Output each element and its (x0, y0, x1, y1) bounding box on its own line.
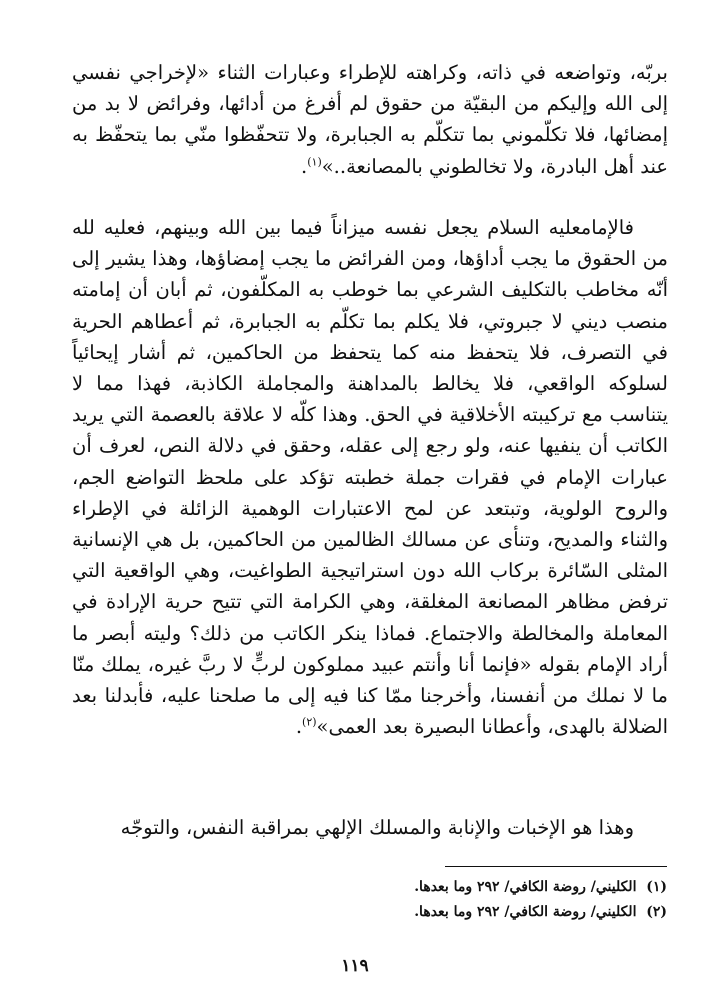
paragraph-2 (72, 212, 668, 742)
footnote-separator (445, 866, 667, 867)
footnote-ref-2[interactable]: (٢) (302, 715, 317, 729)
paragraph-3-text: وهذا هو الإخبات والإنابة والمسلك الإلهي بمراقبة النفس، والتوجّه (120, 816, 634, 839)
paragraph-2-text: فالإمامعليه السلام يجعل نفسه ميزاناً فيما بين الله وبينهم، فعليه لله من الحقوق ما يجب أداؤها، ومن الفرائض ما يجب إمضاؤها، وهذا يشير إلى أنّه مخاطب بالتكليف الشرعي بما خوطب به المكلّفون، ثم أبان أن إمامته منصب ديني لا جبروتي، فلا يكلم بما تكلّم به الجبابرة، ثم أعطاهم الحرية في التصرف، فلا يتحفظ منه كما يتحفظ من الحاكمين، ثم أشار إيحائياً لسلوكه الواقعي، فلا يخالط بالمداهنة والمجاملة الكاذبة، فهذا مما لا يتناسب مع تركيبته الأخلاقية في الحق. وهذا كلّه لا علاقة بالعصمة التي يريد الكاتب أن ينفيها عنه، ولو رجع إلى عقله، وحقق في دلالة النص، لعرف أن عبارات الإمام في فقرات جملة خطبته تؤكد على ملحظ التواضع الجم، والروح الولوية، وتبتعد عن لمح الاعتبارات الوهمية الزائلة في الإطراء والثناء والمديح، وتنأى عن مسالك الظالمين من الحاكمين، بل هي الإنسانية المثلى السّائرة بركاب الله دون استراتيجية الطواغيت، وهي الواقعية التي ترفض مظاهر المصانعة المغلقة، وهي الكرامة التي تتيح حرية الإرادة في المعاملة والمخالطة والاجتماع. فماذا ينكر الكاتب من ذلك؟ وليته أبصر ما أراد الإمام بقوله «فإنما أنا وأنتم عبيد مملوكون لربٍّ لا ربَّ غيره، يملك منّا ما لا نملك من أنفسنا، وأخرجنا ممّا كنا فيه إلى ما صلحنا عليه، فأبدلنا بعد الضلالة بالهدى، وأعطانا البصيرة بعد العمى» (72, 216, 668, 739)
page-number: ١١٩ (341, 956, 369, 976)
footnote-1 (72, 876, 667, 898)
footnote-2 (72, 901, 667, 923)
footnote-2-text: الكليني/ روضة الكافي/ ٢٩٢ وما بعدها. (414, 904, 637, 920)
paragraph-1-text: بربّه، وتواضعه في ذاته، وكراهته للإطراء وعبارات الثناء «لإخراجي نفسي إلى الله وإليكم من البقيّة من حقوق لم أفرغ من أدائها، وفرائض لا بد من إمضائها، فلا تكلّموني بما تتكلّم به الجبابرة، ولا تتحفّظوا منّي بما يتحفّظ به عند أهل البادرة، ولا تخالطوني بالمصانعة..» (72, 61, 668, 178)
paragraph-1-tail: . (301, 154, 308, 178)
footnote-ref-1[interactable]: (١) (307, 155, 322, 169)
footnote-1-number: (١) (646, 879, 667, 895)
footnote-1-text: الكليني/ روضة الكافي/ ٢٩٢ وما بعدها. (414, 879, 637, 895)
paragraph-1 (72, 57, 668, 182)
footnote-2-number: (٢) (646, 904, 667, 920)
paragraph-2-tail: . (295, 715, 303, 739)
paragraph-3 (72, 812, 668, 843)
